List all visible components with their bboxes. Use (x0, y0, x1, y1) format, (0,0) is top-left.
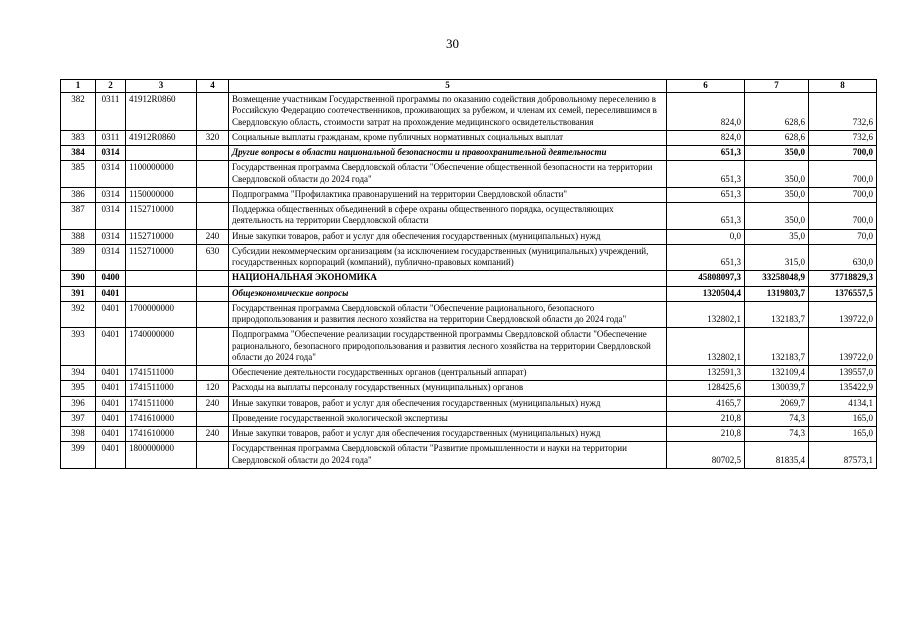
target-code-cell: 1800000000 (126, 442, 197, 469)
section-code-cell: 0314 (96, 229, 126, 244)
table-row (61, 229, 877, 244)
amount-year1-cell: 132802,1 (667, 301, 745, 328)
column-header: 8 (809, 80, 877, 93)
row-number-cell: 390 (61, 271, 96, 286)
column-header: 4 (197, 80, 229, 93)
target-code-cell: 41912R0860 (126, 93, 197, 131)
row-number-cell: 395 (61, 381, 96, 396)
target-code-cell (126, 146, 197, 161)
amount-year3-cell: 139722,0 (809, 328, 877, 366)
target-code-cell: 1150000000 (126, 187, 197, 202)
target-code-cell: 41912R0860 (126, 130, 197, 145)
name-cell: НАЦИОНАЛЬНАЯ ЭКОНОМИКА (229, 271, 667, 286)
table-row (61, 328, 877, 366)
expense-type-cell (197, 301, 229, 328)
amount-year1-cell: 824,0 (667, 93, 745, 131)
section-code-cell: 0311 (96, 93, 126, 131)
section-code-cell: 0401 (96, 301, 126, 328)
target-code-cell: 1741511000 (126, 381, 197, 396)
target-code-cell: 1152710000 (126, 229, 197, 244)
amount-year2-cell: 132109,4 (745, 366, 809, 381)
expense-type-cell (197, 328, 229, 366)
expense-type-cell (197, 93, 229, 131)
expense-type-cell (197, 286, 229, 301)
amount-year3-cell: 732,6 (809, 93, 877, 131)
amount-year2-cell: 628,6 (745, 130, 809, 145)
row-number-cell: 391 (61, 286, 96, 301)
expense-type-cell (197, 187, 229, 202)
table-row (61, 187, 877, 202)
amount-year2-cell: 2069,7 (745, 396, 809, 411)
amount-year1-cell: 132802,1 (667, 328, 745, 366)
expense-type-cell (197, 366, 229, 381)
row-number-cell: 396 (61, 396, 96, 411)
amount-year2-cell: 350,0 (745, 146, 809, 161)
column-header: 3 (126, 80, 197, 93)
row-number-cell: 389 (61, 244, 96, 271)
row-number-cell: 399 (61, 442, 96, 469)
amount-year3-cell: 70,0 (809, 229, 877, 244)
target-code-cell (126, 286, 197, 301)
section-code-cell: 0401 (96, 286, 126, 301)
row-number-cell: 392 (61, 301, 96, 328)
amount-year1-cell: 80702,5 (667, 442, 745, 469)
header-row (61, 80, 877, 93)
section-code-cell: 0401 (96, 381, 126, 396)
amount-year1-cell: 45808097,3 (667, 271, 745, 286)
table-row (61, 301, 877, 328)
table-row (61, 381, 877, 396)
name-cell: Подпрограмма "Обеспечение реализации государственной программы Свердловской области "Обеспечение рационального, безопасного природопользования и развития лесного хозяйства на территории Свердловской области до 2024 года" (229, 328, 667, 366)
name-cell: Поддержка общественных объединений в сфере охраны общественного порядка, осуществляющих деятельность на территории Свердловской области (229, 203, 667, 230)
target-code-cell: 1741511000 (126, 366, 197, 381)
table-row (61, 286, 877, 301)
row-number-cell: 384 (61, 146, 96, 161)
row-number-cell: 383 (61, 130, 96, 145)
name-cell: Государственная программа Свердловской области "Развитие промышленности и науки на территории Свердловской области до 2024 года" (229, 442, 667, 469)
amount-year3-cell: 165,0 (809, 411, 877, 426)
name-cell: Другие вопросы в области национальной безопасности и правоохранительной деятельности (229, 146, 667, 161)
column-header: 6 (667, 80, 745, 93)
amount-year3-cell: 732,6 (809, 130, 877, 145)
table-row (61, 411, 877, 426)
table-row (61, 203, 877, 230)
section-code-cell: 0401 (96, 427, 126, 442)
amount-year3-cell: 700,0 (809, 203, 877, 230)
row-number-cell: 397 (61, 411, 96, 426)
amount-year2-cell: 132183,7 (745, 301, 809, 328)
target-code-cell: 1740000000 (126, 328, 197, 366)
section-code-cell: 0400 (96, 271, 126, 286)
section-code-cell: 0314 (96, 146, 126, 161)
expense-type-cell (197, 411, 229, 426)
amount-year1-cell: 210,8 (667, 427, 745, 442)
table-row (61, 130, 877, 145)
amount-year1-cell: 651,3 (667, 146, 745, 161)
section-code-cell: 0401 (96, 442, 126, 469)
row-number-cell: 382 (61, 93, 96, 131)
budget-table (60, 79, 877, 469)
amount-year1-cell: 4165,7 (667, 396, 745, 411)
target-code-cell: 1741511000 (126, 396, 197, 411)
amount-year1-cell: 824,0 (667, 130, 745, 145)
name-cell: Социальные выплаты гражданам, кроме публичных нормативных социальных выплат (229, 130, 667, 145)
column-header: 5 (229, 80, 667, 93)
amount-year1-cell: 651,3 (667, 203, 745, 230)
name-cell: Обеспечение деятельности государственных органов (центральный аппарат) (229, 366, 667, 381)
section-code-cell: 0314 (96, 203, 126, 230)
row-number-cell: 388 (61, 229, 96, 244)
expense-type-cell (197, 271, 229, 286)
section-code-cell: 0401 (96, 366, 126, 381)
amount-year2-cell: 350,0 (745, 187, 809, 202)
name-cell: Иные закупки товаров, работ и услуг для обеспечения государственных (муниципальных) нужд (229, 396, 667, 411)
row-number-cell: 394 (61, 366, 96, 381)
amount-year3-cell: 139722,0 (809, 301, 877, 328)
amount-year3-cell: 37718829,3 (809, 271, 877, 286)
section-code-cell: 0401 (96, 328, 126, 366)
column-header: 1 (61, 80, 96, 93)
name-cell: Общеэкономические вопросы (229, 286, 667, 301)
amount-year2-cell: 33258048,9 (745, 271, 809, 286)
row-number-cell: 398 (61, 427, 96, 442)
amount-year2-cell: 35,0 (745, 229, 809, 244)
expense-type-cell (197, 161, 229, 188)
amount-year1-cell: 1320504,4 (667, 286, 745, 301)
column-header: 7 (745, 80, 809, 93)
table-row (61, 396, 877, 411)
name-cell: Расходы на выплаты персоналу государственных (муниципальных) органов (229, 381, 667, 396)
expense-type-cell: 240 (197, 229, 229, 244)
name-cell: Иные закупки товаров, работ и услуг для обеспечения государственных (муниципальных) нужд (229, 427, 667, 442)
expense-type-cell: 240 (197, 427, 229, 442)
section-code-cell: 0311 (96, 130, 126, 145)
target-code-cell: 1152710000 (126, 244, 197, 271)
amount-year3-cell: 700,0 (809, 187, 877, 202)
target-code-cell: 1700000000 (126, 301, 197, 328)
name-cell: Подпрограмма "Профилактика правонарушений на территории Свердловской области" (229, 187, 667, 202)
expense-type-cell: 240 (197, 396, 229, 411)
expense-type-cell: 630 (197, 244, 229, 271)
amount-year1-cell: 651,3 (667, 187, 745, 202)
amount-year3-cell: 135422,9 (809, 381, 877, 396)
amount-year2-cell: 315,0 (745, 244, 809, 271)
name-cell: Возмещение участникам Государственной программы по оказанию содействия добровольному переселению в Российскую Федерацию соотечественников, проживающих за рубежом, и членам их семей, переселившимся в Свердловскую область, стоимости затрат на прохождение медицинского освидетельствования (229, 93, 667, 131)
section-code-cell: 0314 (96, 244, 126, 271)
table-row (61, 244, 877, 271)
amount-year2-cell: 132183,7 (745, 328, 809, 366)
amount-year2-cell: 350,0 (745, 161, 809, 188)
amount-year3-cell: 700,0 (809, 146, 877, 161)
table-row (61, 93, 877, 131)
amount-year1-cell: 0,0 (667, 229, 745, 244)
expense-type-cell (197, 203, 229, 230)
table-row (61, 427, 877, 442)
expense-type-cell: 120 (197, 381, 229, 396)
row-number-cell: 386 (61, 187, 96, 202)
row-number-cell: 393 (61, 328, 96, 366)
amount-year2-cell: 81835,4 (745, 442, 809, 469)
target-code-cell (126, 271, 197, 286)
section-code-cell: 0314 (96, 161, 126, 188)
name-cell: Иные закупки товаров, работ и услуг для обеспечения государственных (муниципальных) нужд (229, 229, 667, 244)
target-code-cell: 1100000000 (126, 161, 197, 188)
expense-type-cell (197, 146, 229, 161)
amount-year3-cell: 139557,0 (809, 366, 877, 381)
table-body (61, 93, 877, 469)
amount-year2-cell: 74,3 (745, 411, 809, 426)
section-code-cell: 0314 (96, 187, 126, 202)
table-row (61, 442, 877, 469)
amount-year3-cell: 87573,1 (809, 442, 877, 469)
table-row (61, 271, 877, 286)
amount-year2-cell: 74,3 (745, 427, 809, 442)
amount-year2-cell: 1319803,7 (745, 286, 809, 301)
column-header: 2 (96, 80, 126, 93)
amount-year2-cell: 130039,7 (745, 381, 809, 396)
target-code-cell: 1152710000 (126, 203, 197, 230)
name-cell: Государственная программа Свердловской области "Обеспечение общественной безопасности на территории Свердловской области до 2024 года" (229, 161, 667, 188)
amount-year2-cell: 628,6 (745, 93, 809, 131)
amount-year1-cell: 132591,3 (667, 366, 745, 381)
amount-year3-cell: 1376557,5 (809, 286, 877, 301)
row-number-cell: 385 (61, 161, 96, 188)
amount-year3-cell: 4134,1 (809, 396, 877, 411)
name-cell: Субсидии некоммерческим организациям (за исключением государственных (муниципальных) учреждений, государственных корпораций (компаний), публично-правовых компаний) (229, 244, 667, 271)
table-row (61, 161, 877, 188)
amount-year3-cell: 700,0 (809, 161, 877, 188)
amount-year3-cell: 630,0 (809, 244, 877, 271)
amount-year3-cell: 165,0 (809, 427, 877, 442)
table-header (61, 80, 877, 93)
expense-type-cell (197, 442, 229, 469)
expense-type-cell: 320 (197, 130, 229, 145)
page-number: 30 (446, 36, 459, 51)
amount-year1-cell: 210,8 (667, 411, 745, 426)
amount-year1-cell: 651,3 (667, 161, 745, 188)
amount-year2-cell: 350,0 (745, 203, 809, 230)
target-code-cell: 1741610000 (126, 427, 197, 442)
row-number-cell: 387 (61, 203, 96, 230)
amount-year1-cell: 128425,6 (667, 381, 745, 396)
amount-year1-cell: 651,3 (667, 244, 745, 271)
section-code-cell: 0401 (96, 411, 126, 426)
name-cell: Проведение государственной экологической экспертизы (229, 411, 667, 426)
target-code-cell: 1741610000 (126, 411, 197, 426)
name-cell: Государственная программа Свердловской области "Обеспечение рационального, безопасного природопользования и развития лесного хозяйства на территории Свердловской области до 2024 года" (229, 301, 667, 328)
table-row (61, 146, 877, 161)
section-code-cell: 0401 (96, 396, 126, 411)
table-row (61, 366, 877, 381)
